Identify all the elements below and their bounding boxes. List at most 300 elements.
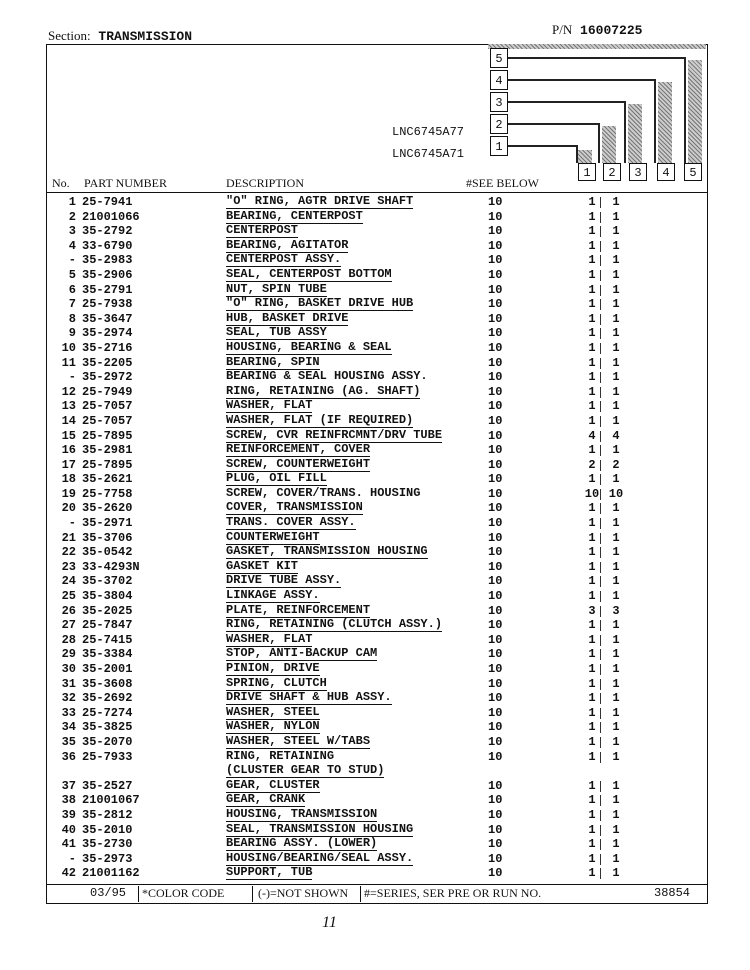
row-qty-col-2: 1 xyxy=(612,501,620,516)
row-part-number: 35-2906 xyxy=(82,267,133,282)
row-description: PINION, DRIVE xyxy=(226,661,320,675)
row-qty-col-1: 1 xyxy=(588,676,596,691)
row-qty-col-2: 1 xyxy=(612,851,620,866)
qty-divider xyxy=(600,635,601,646)
table-row xyxy=(52,852,702,867)
qty-divider xyxy=(600,620,601,631)
qty-divider xyxy=(600,752,601,763)
row-series-code: 10 xyxy=(488,486,503,501)
row-description: WASHER, STEEL W/TABS xyxy=(226,733,371,748)
row-series-code: 10 xyxy=(488,866,503,881)
row-item-number: 6 xyxy=(68,282,76,297)
row-part-number: 35-3608 xyxy=(82,676,133,691)
row-qty-col-2: 1 xyxy=(612,267,620,282)
row-qty-col-1: 1 xyxy=(588,530,596,545)
row-series-code: 10 xyxy=(488,734,503,749)
footer-date: 03/95 xyxy=(90,886,127,900)
row-qty-col-1: 1 xyxy=(588,807,596,822)
qty-divider xyxy=(600,241,601,252)
row-part-number: 35-2025 xyxy=(82,603,133,618)
row-item-number: 30 xyxy=(61,662,76,676)
row-qty-col-2: 1 xyxy=(612,866,620,881)
table-row xyxy=(52,501,702,516)
row-series-code: 10 xyxy=(488,516,503,531)
qty-divider xyxy=(600,387,601,398)
row-series-code: 10 xyxy=(488,778,503,793)
row-item-number: 28 xyxy=(61,632,76,647)
row-description: SEAL, CENTERPOST BOTTOM xyxy=(226,266,392,281)
row-series-code: 10 xyxy=(488,413,503,428)
column-header-part-number: PART NUMBER xyxy=(84,176,167,190)
table-row xyxy=(52,253,702,268)
row-series-code: 10 xyxy=(488,676,503,691)
row-part-number: 35-2070 xyxy=(82,734,133,749)
row-part-number: 25-7895 xyxy=(82,457,133,472)
table-row xyxy=(52,706,702,721)
row-item-number: 10 xyxy=(61,340,76,355)
row-description: REINFORCEMENT, COVER xyxy=(226,442,371,457)
table-row xyxy=(52,560,702,575)
row-series-code: 10 xyxy=(488,618,503,633)
qty-divider xyxy=(600,358,601,369)
row-qty-col-1: 1 xyxy=(588,253,596,268)
table-row xyxy=(52,472,702,487)
row-item-number: 8 xyxy=(68,311,76,326)
row-part-number: 35-3702 xyxy=(82,574,133,589)
selector-box-2: 2 xyxy=(490,114,508,134)
row-qty-col-2: 1 xyxy=(612,749,620,764)
section-value: TRANSMISSION xyxy=(98,29,193,44)
row-qty-col-2: 1 xyxy=(612,559,620,574)
column-number-4: 4 xyxy=(657,163,675,181)
row-description: PLATE, REINFORCEMENT xyxy=(226,602,371,617)
row-qty-col-1: 1 xyxy=(588,749,596,764)
row-qty-col-1: 1 xyxy=(588,340,596,355)
qty-divider xyxy=(600,343,601,354)
row-description: SPRING, CLUTCH xyxy=(226,675,327,690)
row-item-number: 24 xyxy=(61,574,76,589)
row-qty-col-1: 1 xyxy=(588,559,596,574)
table-row xyxy=(52,268,702,283)
row-series-code: 10 xyxy=(488,837,503,852)
row-qty-col-2: 10 xyxy=(608,486,624,501)
row-series-code: 10 xyxy=(488,282,503,297)
row-qty-col-2: 1 xyxy=(612,589,620,604)
row-qty-col-2: 1 xyxy=(612,370,620,385)
row-qty-col-2: 1 xyxy=(612,384,620,399)
row-item-number: 4 xyxy=(68,238,76,253)
row-series-code: 10 xyxy=(488,851,503,866)
row-description: SEAL, TUB ASSY xyxy=(226,325,327,340)
row-item-number: 13 xyxy=(61,399,76,414)
row-part-number: 35-3825 xyxy=(82,720,133,735)
row-qty-col-2: 2 xyxy=(612,457,620,472)
row-description: RING, RETAINING (CLUTCH ASSY.) xyxy=(226,617,443,632)
row-part-number: 35-3384 xyxy=(82,647,133,662)
qty-divider xyxy=(600,547,601,558)
qty-divider xyxy=(600,270,601,281)
row-qty-col-2: 1 xyxy=(612,472,620,487)
qty-divider xyxy=(600,693,601,704)
row-qty-col-2: 1 xyxy=(612,282,620,297)
row-description: RING, RETAINING (AG. SHAFT) xyxy=(226,383,421,398)
table-row xyxy=(52,414,702,429)
qty-divider xyxy=(600,197,601,208)
row-qty-col-1: 1 xyxy=(588,632,596,647)
part-number-header xyxy=(552,22,642,38)
qty-divider xyxy=(600,314,601,325)
row-item-number: 42 xyxy=(61,866,76,881)
table-row xyxy=(52,516,702,531)
row-series-code: 10 xyxy=(488,589,503,604)
row-description: GASKET KIT xyxy=(226,558,299,573)
table-row xyxy=(52,443,702,458)
row-qty-col-2: 3 xyxy=(612,603,620,618)
row-qty-col-1: 1 xyxy=(588,355,596,370)
row-part-number: 25-7949 xyxy=(82,384,133,399)
row-series-code: 10 xyxy=(488,224,503,239)
row-series-code: 10 xyxy=(488,428,503,443)
row-part-number: 35-2971 xyxy=(82,516,133,531)
row-part-number: 25-7847 xyxy=(82,618,133,633)
qty-divider xyxy=(600,708,601,719)
row-qty-col-2: 1 xyxy=(612,720,620,735)
row-item-number: 23 xyxy=(61,559,76,574)
qty-divider xyxy=(600,795,601,806)
qty-divider xyxy=(600,416,601,427)
qty-divider xyxy=(600,533,601,544)
row-description: WASHER, STEEL xyxy=(226,704,320,719)
row-series-code: 10 xyxy=(488,720,503,735)
table-row xyxy=(52,224,702,239)
row-description: SCREW, COVER/TRANS. HOUSING xyxy=(226,485,421,500)
row-part-number: 33-6790 xyxy=(82,238,133,253)
row-part-number: 35-2972 xyxy=(82,370,133,385)
table-row xyxy=(52,662,702,677)
qty-divider xyxy=(600,328,601,339)
table-row xyxy=(52,283,702,298)
row-part-number: 35-3647 xyxy=(82,311,133,326)
row-qty-col-1: 4 xyxy=(588,428,596,443)
row-item-number: 20 xyxy=(61,501,76,516)
row-series-code: 10 xyxy=(488,472,503,487)
row-description: SUPPORT, TUB xyxy=(226,865,313,880)
row-description: WASHER, FLAT xyxy=(226,398,313,413)
qty-divider xyxy=(600,445,601,456)
row-part-number: 35-2973 xyxy=(82,851,133,866)
row-series-code: 10 xyxy=(488,370,503,385)
row-part-number: 35-2791 xyxy=(82,282,133,297)
row-qty-col-1: 1 xyxy=(588,516,596,531)
table-row xyxy=(52,779,702,794)
row-series-code: 10 xyxy=(488,355,503,370)
table-row xyxy=(52,823,702,838)
qty-divider xyxy=(600,503,601,514)
row-description: "O" RING, BASKET DRIVE HUB xyxy=(226,296,414,311)
row-qty-col-1: 1 xyxy=(588,399,596,414)
row-qty-col-2: 1 xyxy=(612,297,620,312)
row-part-number: 35-2974 xyxy=(82,326,133,341)
row-series-code: 10 xyxy=(488,238,503,253)
row-qty-col-2: 1 xyxy=(612,618,620,633)
row-item-number: 2 xyxy=(68,209,76,224)
row-qty-col-2: 1 xyxy=(612,574,620,589)
table-row xyxy=(52,341,702,356)
table-row xyxy=(52,239,702,254)
row-qty-col-1: 1 xyxy=(588,647,596,662)
header-divider xyxy=(46,192,708,193)
row-description: "O" RING, AGTR DRIVE SHAFT xyxy=(226,194,414,208)
row-item-number: 22 xyxy=(61,545,76,560)
column-number-1: 1 xyxy=(578,163,596,181)
table-row xyxy=(52,458,702,473)
row-qty-col-1: 1 xyxy=(588,866,596,881)
row-qty-col-2: 1 xyxy=(612,443,620,458)
row-description: GEAR, CRANK xyxy=(226,792,306,807)
row-series-code: 10 xyxy=(488,559,503,574)
row-description: NUT, SPIN TUBE xyxy=(226,281,327,296)
row-description: (CLUSTER GEAR TO STUD) xyxy=(226,763,385,778)
row-part-number: 35-2010 xyxy=(82,822,133,837)
row-item-number: 32 xyxy=(61,691,76,706)
column-header-description: DESCRIPTION xyxy=(226,176,305,190)
row-description: SCREW, CVR REINFRCMNT/DRV TUBE xyxy=(226,427,443,442)
row-qty-col-1: 1 xyxy=(588,195,596,209)
parts-table xyxy=(52,195,702,881)
row-series-code: 10 xyxy=(488,209,503,224)
row-qty-col-1: 1 xyxy=(588,720,596,735)
row-series-code: 10 xyxy=(488,632,503,647)
row-description: DRIVE TUBE ASSY. xyxy=(226,573,342,588)
selector-box-4: 4 xyxy=(490,70,508,90)
row-description: SEAL, TRANSMISSION HOUSING xyxy=(226,821,414,836)
row-item-number: 41 xyxy=(61,837,76,852)
qty-divider xyxy=(600,606,601,617)
row-item-number: 31 xyxy=(61,676,76,691)
qty-divider xyxy=(600,825,601,836)
qty-divider xyxy=(600,489,601,500)
qty-divider xyxy=(600,722,601,733)
row-item-number: - xyxy=(68,253,76,268)
table-row xyxy=(52,647,702,662)
row-description: PLUG, OIL FILL xyxy=(226,471,327,486)
row-item-number: 9 xyxy=(68,326,76,341)
qty-divider xyxy=(600,576,601,587)
row-part-number: 25-7941 xyxy=(82,195,133,209)
row-qty-col-1: 1 xyxy=(588,501,596,516)
row-item-number: 34 xyxy=(61,720,76,735)
row-qty-col-2: 1 xyxy=(612,195,620,209)
row-qty-col-2: 1 xyxy=(612,662,620,676)
table-row xyxy=(52,326,702,341)
row-qty-col-2: 1 xyxy=(612,340,620,355)
pn-value: 16007225 xyxy=(580,23,643,38)
row-qty-col-1: 1 xyxy=(588,311,596,326)
row-description: GEAR, CLUSTER xyxy=(226,777,320,792)
row-qty-col-2: 1 xyxy=(612,413,620,428)
table-row xyxy=(52,429,702,444)
row-qty-col-1: 2 xyxy=(588,457,596,472)
row-description: CENTERPOST ASSY. xyxy=(226,252,342,267)
row-qty-col-2: 1 xyxy=(612,807,620,822)
row-series-code: 10 xyxy=(488,297,503,312)
row-description: GASKET, TRANSMISSION HOUSING xyxy=(226,544,428,559)
row-part-number: 35-2716 xyxy=(82,340,133,355)
row-part-number: 35-3804 xyxy=(82,589,133,604)
row-part-number: 21001162 xyxy=(82,866,140,881)
qty-divider xyxy=(600,431,601,442)
qty-divider xyxy=(600,212,601,223)
row-qty-col-1: 1 xyxy=(588,472,596,487)
row-item-number: 39 xyxy=(61,807,76,822)
row-qty-col-1: 1 xyxy=(588,384,596,399)
row-series-code: 10 xyxy=(488,530,503,545)
row-series-code: 10 xyxy=(488,545,503,560)
footer-series-note: #=SERIES, SER PRE OR RUN NO. xyxy=(364,886,542,900)
row-item-number: 29 xyxy=(61,647,76,662)
footer-bar xyxy=(46,886,708,902)
section-label-text: Section: xyxy=(48,28,91,43)
row-part-number: 25-7758 xyxy=(82,486,133,501)
qty-divider xyxy=(600,781,601,792)
row-qty-col-2: 1 xyxy=(612,837,620,852)
model-label-a71: LNC6745A71 xyxy=(392,147,465,161)
qty-divider xyxy=(600,255,601,266)
row-item-number: 25 xyxy=(61,589,76,604)
row-item-number: 15 xyxy=(61,428,76,443)
row-part-number: 35-2621 xyxy=(82,472,133,487)
row-qty-col-1: 1 xyxy=(588,282,596,297)
column-header-no: No. xyxy=(52,176,70,190)
qty-divider xyxy=(600,401,601,412)
row-qty-col-2: 1 xyxy=(612,632,620,647)
row-qty-col-1: 1 xyxy=(588,297,596,312)
column-number-3: 3 xyxy=(629,163,647,181)
row-description: COVER, TRANSMISSION xyxy=(226,500,363,515)
table-row xyxy=(52,633,702,648)
row-part-number: 25-7057 xyxy=(82,413,133,428)
row-part-number: 33-4293N xyxy=(82,559,140,574)
row-qty-col-2: 1 xyxy=(612,793,620,808)
table-row xyxy=(52,720,702,735)
row-qty-col-1: 1 xyxy=(588,822,596,837)
table-row xyxy=(52,399,702,414)
row-item-number: 35 xyxy=(61,734,76,749)
row-part-number: 35-2792 xyxy=(82,224,133,239)
row-series-code: 10 xyxy=(488,793,503,808)
row-qty-col-2: 1 xyxy=(612,530,620,545)
row-series-code: 10 xyxy=(488,443,503,458)
row-series-code: 10 xyxy=(488,457,503,472)
row-series-code: 10 xyxy=(488,822,503,837)
row-qty-col-2: 1 xyxy=(612,822,620,837)
row-qty-col-2: 1 xyxy=(612,647,620,662)
row-description: HUB, BASKET DRIVE xyxy=(226,310,349,325)
row-description: RING, RETAINING xyxy=(226,748,335,763)
row-part-number: 35-2001 xyxy=(82,662,133,676)
table-row xyxy=(52,618,702,633)
row-series-code: 10 xyxy=(488,326,503,341)
row-item-number: 11 xyxy=(61,355,76,370)
row-item-number: - xyxy=(68,516,76,531)
row-description: BEARING, SPIN xyxy=(226,354,320,369)
row-series-code: 10 xyxy=(488,662,503,676)
row-qty-col-1: 1 xyxy=(588,837,596,852)
row-series-code: 10 xyxy=(488,807,503,822)
row-item-number: 12 xyxy=(61,384,76,399)
qty-divider xyxy=(600,562,601,573)
footer-color-code: *COLOR CODE xyxy=(142,886,225,900)
row-description: HOUSING, BEARING & SEAL xyxy=(226,339,392,354)
row-description: WASHER, FLAT xyxy=(226,631,313,646)
row-qty-col-2: 1 xyxy=(612,516,620,531)
row-description: BEARING ASSY. (LOWER) xyxy=(226,836,378,851)
table-row xyxy=(52,531,702,546)
row-part-number: 25-7274 xyxy=(82,705,133,720)
row-qty-col-1: 1 xyxy=(588,778,596,793)
table-row xyxy=(52,750,702,765)
qty-divider xyxy=(600,810,601,821)
table-row xyxy=(52,195,702,210)
row-qty-col-2: 1 xyxy=(612,734,620,749)
row-qty-col-2: 1 xyxy=(612,399,620,414)
row-qty-col-1: 3 xyxy=(588,603,596,618)
row-qty-col-1: 1 xyxy=(588,413,596,428)
row-qty-col-2: 1 xyxy=(612,224,620,239)
row-series-code: 10 xyxy=(488,691,503,706)
qty-divider xyxy=(600,474,601,485)
row-item-number: 19 xyxy=(61,486,76,501)
column-number-2: 2 xyxy=(603,163,621,181)
row-item-number: - xyxy=(68,370,76,385)
row-part-number: 35-2981 xyxy=(82,443,133,458)
row-qty-col-1: 1 xyxy=(588,851,596,866)
row-series-code: 10 xyxy=(488,384,503,399)
row-part-number: 35-2692 xyxy=(82,691,133,706)
row-description: BEARING, CENTERPOST xyxy=(226,208,363,223)
row-item-number: 3 xyxy=(68,224,76,239)
row-item-number: 7 xyxy=(68,297,76,312)
row-description: SCREW, COUNTERWEIGHT xyxy=(226,456,371,471)
qty-divider xyxy=(600,285,601,296)
row-part-number: 35-2812 xyxy=(82,807,133,822)
qty-divider xyxy=(600,737,601,748)
model-label-a77: LNC6745A77 xyxy=(392,125,465,139)
table-row xyxy=(52,866,702,881)
row-description: HOUSING, TRANSMISSION xyxy=(226,806,378,821)
row-qty-col-2: 1 xyxy=(612,691,620,706)
table-row xyxy=(52,370,702,385)
row-item-number: 36 xyxy=(61,749,76,764)
row-qty-col-1: 1 xyxy=(588,618,596,633)
row-series-code: 10 xyxy=(488,311,503,326)
row-item-number: 17 xyxy=(61,457,76,472)
row-item-number: 21 xyxy=(61,530,76,545)
row-part-number: 25-7415 xyxy=(82,632,133,647)
row-series-code: 10 xyxy=(488,340,503,355)
row-part-number: 25-7933 xyxy=(82,749,133,764)
table-row xyxy=(52,764,702,779)
row-item-number: 26 xyxy=(61,603,76,618)
row-item-number: 27 xyxy=(61,618,76,633)
qty-divider xyxy=(600,226,601,237)
row-qty-col-1: 1 xyxy=(588,691,596,706)
row-part-number: 35-2205 xyxy=(82,355,133,370)
row-part-number: 35-2730 xyxy=(82,837,133,852)
row-series-code: 10 xyxy=(488,501,503,516)
qty-divider xyxy=(600,839,601,850)
table-row xyxy=(52,487,702,502)
